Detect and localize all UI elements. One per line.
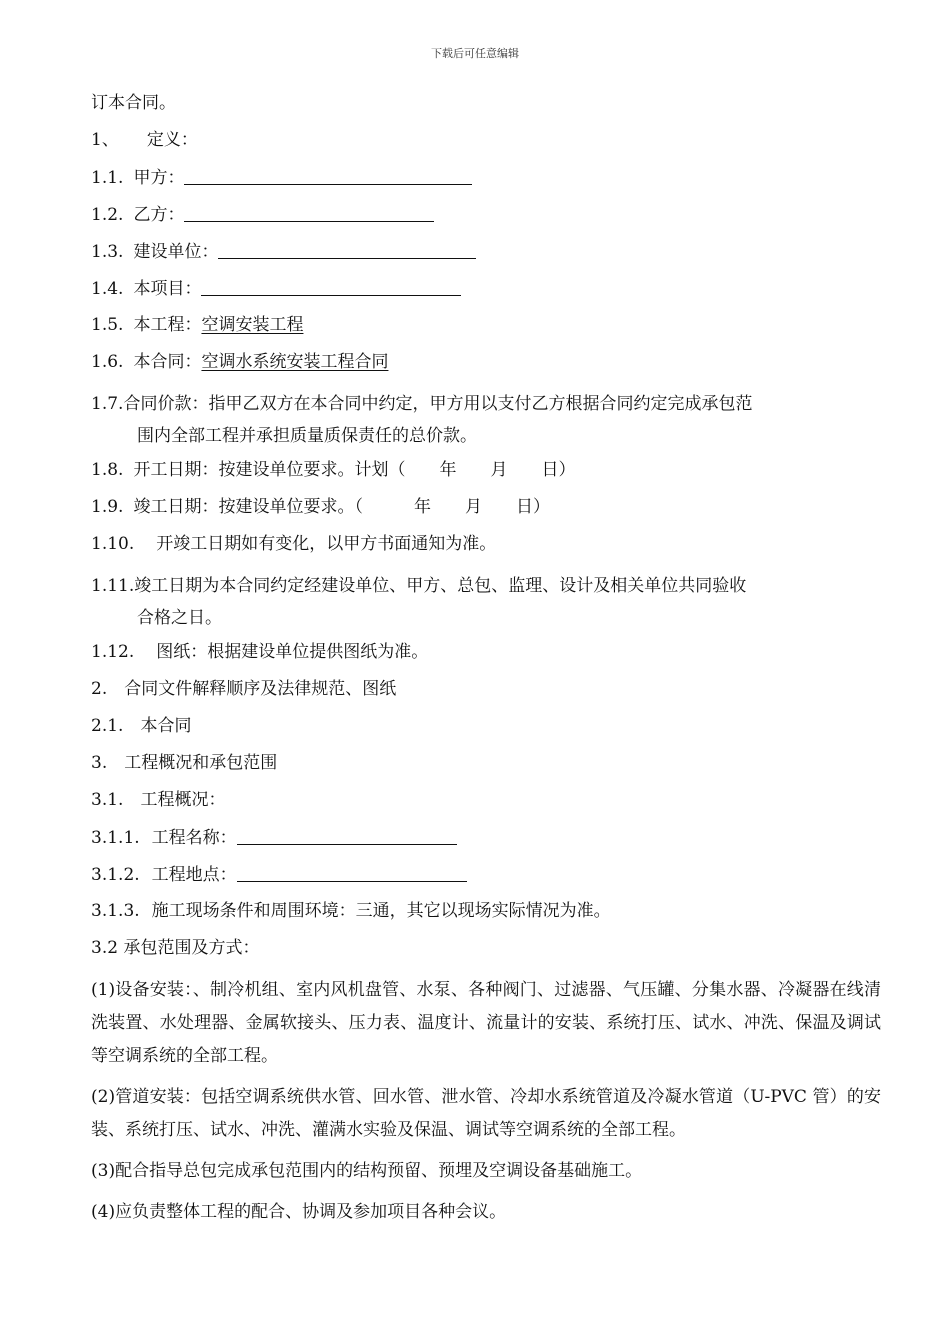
- item-number: 1.5.: [91, 315, 124, 335]
- field-label: 甲方：: [133, 168, 185, 188]
- definition-party-a: [91, 166, 881, 188]
- item-text: 图纸：根据建设单位提供图纸为准。: [156, 642, 429, 662]
- section-number: 1、: [91, 130, 119, 150]
- intro-line: 订本合同。: [91, 93, 176, 113]
- blank-line: [184, 203, 434, 222]
- blank-line: [201, 277, 461, 296]
- definition-contract: [91, 351, 881, 373]
- section-1-heading: [91, 129, 881, 151]
- field-label: 本项目：: [133, 279, 202, 299]
- item-number: 1.11.: [91, 576, 135, 596]
- item-number: 1.9.: [91, 497, 124, 517]
- blank-line: [237, 863, 467, 882]
- contract-body: [91, 92, 881, 1237]
- scope-coordination-structure: (3)配合指导总包完成承包范围内的结构预留、预埋及空调设备基础施工。: [91, 1161, 643, 1181]
- item-number: 3.1.2.: [91, 865, 140, 885]
- item-number: 3.1.1.: [91, 828, 140, 848]
- field-label: 本工程：: [133, 315, 202, 335]
- section-3-heading: 3. 工程概况和承包范围: [91, 753, 278, 773]
- item-text: 合同价款：指甲乙双方在本合同中约定，甲方用以支付乙方根据合同约定完成承包范: [123, 394, 753, 414]
- item-number: 1.8.: [91, 460, 124, 480]
- definition-project: [91, 277, 881, 299]
- item-number: 1.2.: [91, 205, 124, 225]
- page-header: 下载后可任意编辑: [431, 47, 519, 60]
- item-text: 竣工日期为本合同约定经建设单位、甲方、总包、监理、设计及相关单位共同验收: [134, 576, 747, 596]
- field-label: 建设单位：: [133, 242, 219, 262]
- item-3-1: 3.1. 工程概况：: [91, 790, 226, 810]
- site-conditions: [91, 900, 881, 922]
- section-2-heading: 2. 合同文件解释顺序及法律规范、图纸: [91, 679, 397, 699]
- definition-party-b: [91, 203, 881, 225]
- section-title: 定义：: [146, 130, 198, 150]
- field-value: 空调水系统安装工程合同: [201, 352, 389, 372]
- definition-work: [91, 314, 881, 336]
- item-number: 1.3.: [91, 242, 124, 262]
- definition-completion-acceptance: [91, 570, 881, 634]
- project-name-field: [91, 826, 881, 848]
- item-number: 1.10.: [91, 534, 135, 554]
- item-text: 施工现场条件和周围环境：三通，其它以现场实际情况为准。: [151, 901, 611, 921]
- blank-line: [218, 240, 476, 259]
- definition-drawings: [91, 641, 881, 663]
- definition-date-change: [91, 533, 881, 555]
- item-3-2: 3.2 承包范围及方式：: [91, 938, 260, 958]
- item-text: 开竣工日期如有变化，以甲方书面通知为准。: [156, 534, 497, 554]
- item-text-continued: 围内全部工程并承担质量质保责任的总价款。: [137, 426, 477, 446]
- item-number: 1.4.: [91, 279, 124, 299]
- scope-meetings: (4)应负责整体工程的配合、协调及参加项目各种会议。: [91, 1202, 507, 1222]
- field-label: 工程地点：: [151, 865, 237, 885]
- item-text: 开工日期：按建设单位要求。计划（ 年 月 日）: [133, 460, 576, 480]
- project-location-field: [91, 863, 881, 885]
- item-number: 1.7.: [91, 394, 124, 414]
- definition-construction-unit: [91, 240, 881, 262]
- field-label: 本合同：: [133, 352, 202, 372]
- blank-line: [237, 826, 457, 845]
- scope-pipe-installation: (2)管道安装：包括空调系统供水管、回水管、泄水管、冷却水系统管道及冷凝水管道（U-PVC 管）的安装、系统打压、试水、冲洗、灌满水实验及保温、调试等空调系统的全部工程。: [91, 1087, 881, 1140]
- field-label: 乙方：: [133, 205, 185, 225]
- item-number: 3.1.3.: [91, 901, 140, 921]
- item-number: 1.1.: [91, 168, 124, 188]
- item-text-continued: 合格之日。: [137, 608, 222, 628]
- definition-contract-price: [91, 388, 881, 452]
- item-text: 竣工日期：按建设单位要求。（ 年 月 日）: [133, 497, 550, 517]
- definition-start-date: [91, 459, 881, 481]
- definition-completion-date: [91, 496, 881, 518]
- item-2-1: 2.1. 本合同: [91, 716, 192, 736]
- item-number: 1.12.: [91, 642, 135, 662]
- field-label: 工程名称：: [151, 828, 237, 848]
- item-number: 1.6.: [91, 352, 124, 372]
- blank-line: [184, 166, 472, 185]
- field-value: 空调安装工程: [201, 315, 304, 335]
- scope-equipment-installation: (1)设备安装：、制冷机组、室内风机盘管、水泵、各种阀门、过滤器、气压罐、分集水器、冷凝器在线清洗装置、水处理器、金属软接头、压力表、温度计、流量计的安装、系统打压、试水、冲洗、保温及调试等空调系统的全部工程。: [91, 980, 881, 1066]
